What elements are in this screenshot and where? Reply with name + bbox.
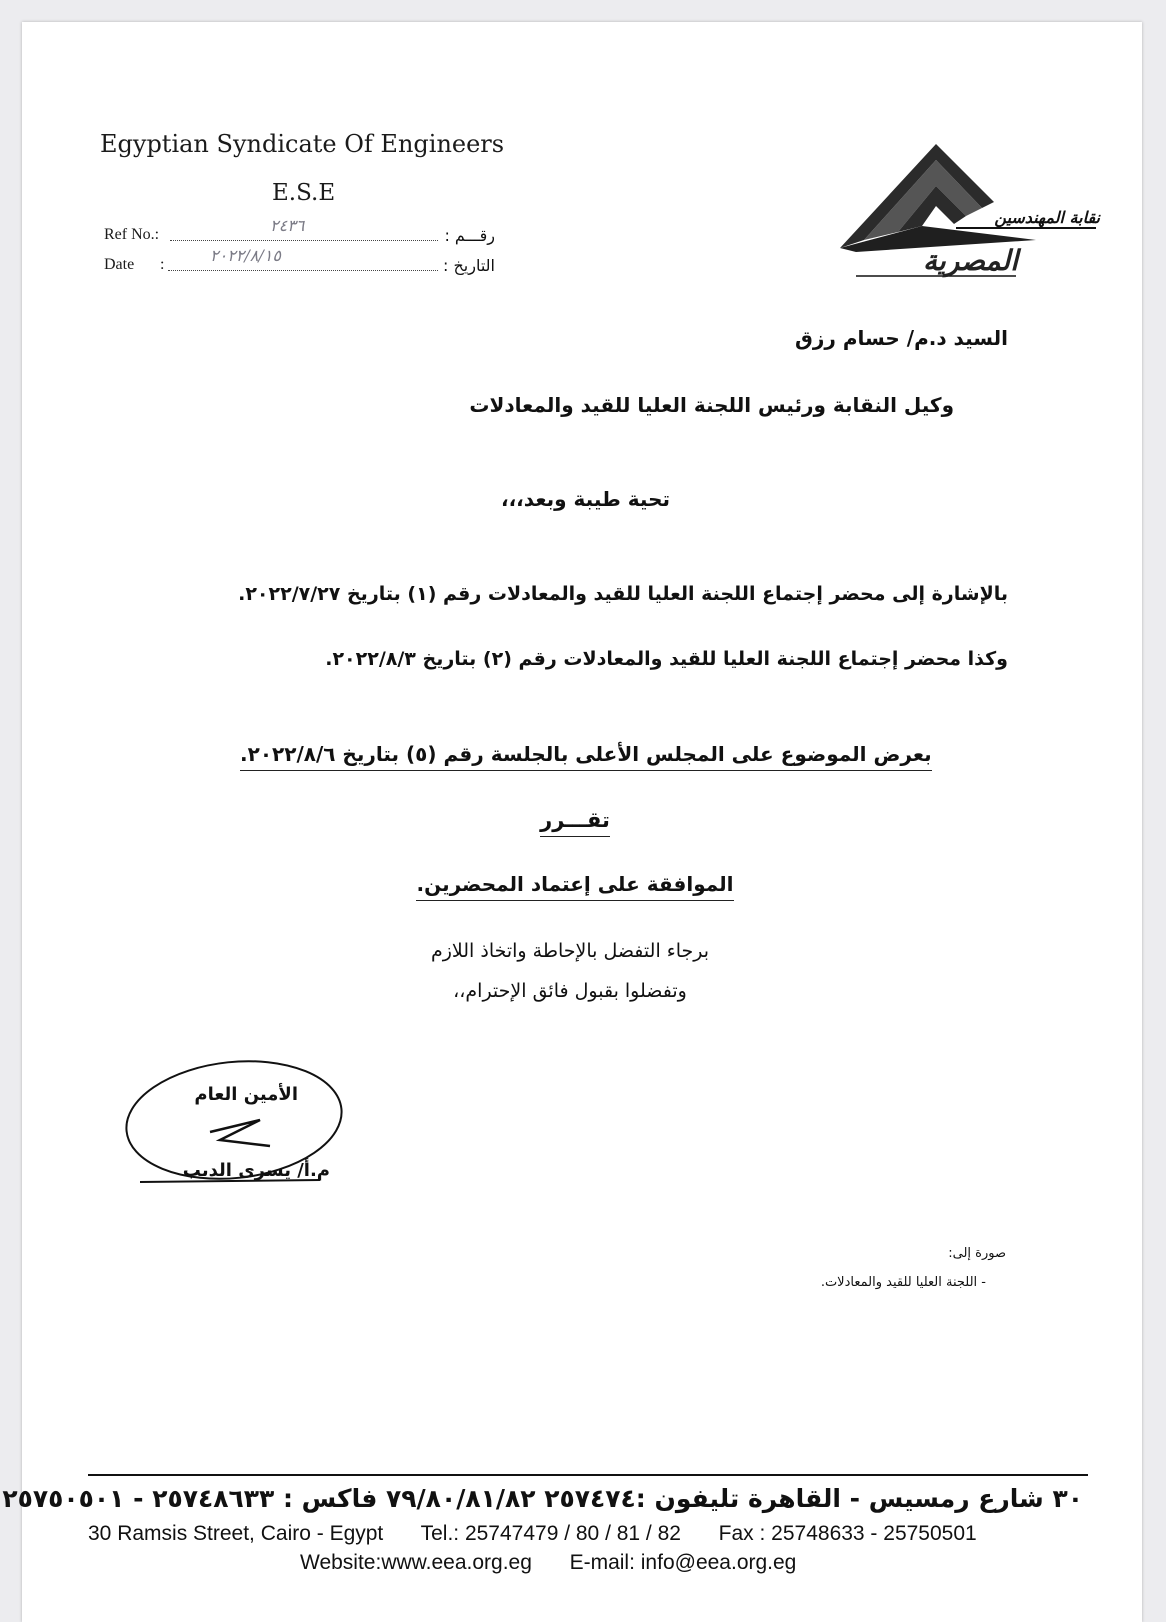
logo-text-bottom: المصرية: [922, 244, 1018, 277]
footer-address-ar: ٣٠ شارع رمسيس - القاهرة تليفون :٢٥٧٤٧٤ ٧٩/٨٠/٨١/٨٢ فاكس : ٢٥٧٤٨٦٣٣ - ٢٥٧٥٠٥٠١: [2, 1484, 1083, 1513]
addressee-role: وكيل النقابة ورئيس اللجنة العليا للقيد والمعادلات: [469, 393, 954, 417]
footer-web-row: [300, 1551, 1000, 1575]
date-label-ar: التاريخ :: [442, 256, 495, 275]
decision: الموافقة على إعتماد المحضرين.: [416, 872, 733, 901]
request-line: برجاء التفضل بالإحاطة واتخاذ اللازم: [430, 940, 710, 962]
cc-label: صورة إلى:: [948, 1246, 1006, 1261]
date-dotted-line: [168, 256, 438, 271]
ref-label-ar: رقـــم :: [444, 226, 495, 245]
ref-label-en: Ref No.:: [104, 226, 160, 243]
footer-website: Website:www.eea.org.eg: [300, 1551, 532, 1574]
footer-tel: Tel.: 25747479 / 80 / 81 / 82: [420, 1522, 681, 1545]
council-line-wrap: [240, 742, 932, 771]
org-name-en: Egyptian Syndicate Of Engineers: [100, 130, 505, 158]
addressee: السيد د.م/ حسام رزق: [795, 326, 1008, 350]
footer-address-en: 30 Ramsis Street, Cairo - Egypt: [88, 1522, 384, 1545]
greeting: تحية طيبة وبعد،،،: [500, 487, 670, 511]
decision-heading-wrap: [520, 808, 630, 837]
signatory-name: م.أ/ يسرى الديب: [182, 1160, 330, 1181]
footer-divider: [88, 1474, 1088, 1476]
date-value: ٢٠٢٢/٨/١٥: [210, 246, 281, 265]
cc-item: - اللجنة العليا للقيد والمعادلات.: [820, 1275, 986, 1290]
ref-value: ٢٤٣٦: [270, 216, 305, 235]
date-label-en: Date: [104, 256, 135, 273]
paragraph-1: بالإشارة إلى محضر إجتماع اللجنة العليا للقيد والمعادلات رقم (١) بتاريخ ٢٠٢٢/٧/٢٧.: [238, 583, 1008, 605]
decision-wrap: [410, 872, 740, 901]
footer-email: E-mail: info@eea.org.eg: [569, 1551, 797, 1574]
org-abbr: E.S.E: [272, 180, 336, 206]
council-line: بعرض الموضوع على المجلس الأعلى بالجلسة رقم (٥) بتاريخ ٢٠٢٢/٨/٦.: [240, 742, 932, 771]
paragraph-2: وكذا محضر إجتماع اللجنة العليا للقيد والمعادلات رقم (٢) بتاريخ ٢٠٢٢/٨/٣.: [325, 648, 1008, 670]
footer-contact-en: [88, 1522, 1088, 1546]
closing-line: وتفضلوا بقبول فائق الإحترام،،: [453, 980, 687, 1002]
decision-heading: تقـــرر: [540, 808, 610, 837]
footer-fax: Fax : 25748633 - 25750501: [718, 1522, 977, 1545]
signatory-title: الأمين العام: [194, 1084, 298, 1105]
logo-text-top: نقابة المهندسين: [994, 208, 1100, 227]
date-colon: :: [160, 256, 165, 273]
